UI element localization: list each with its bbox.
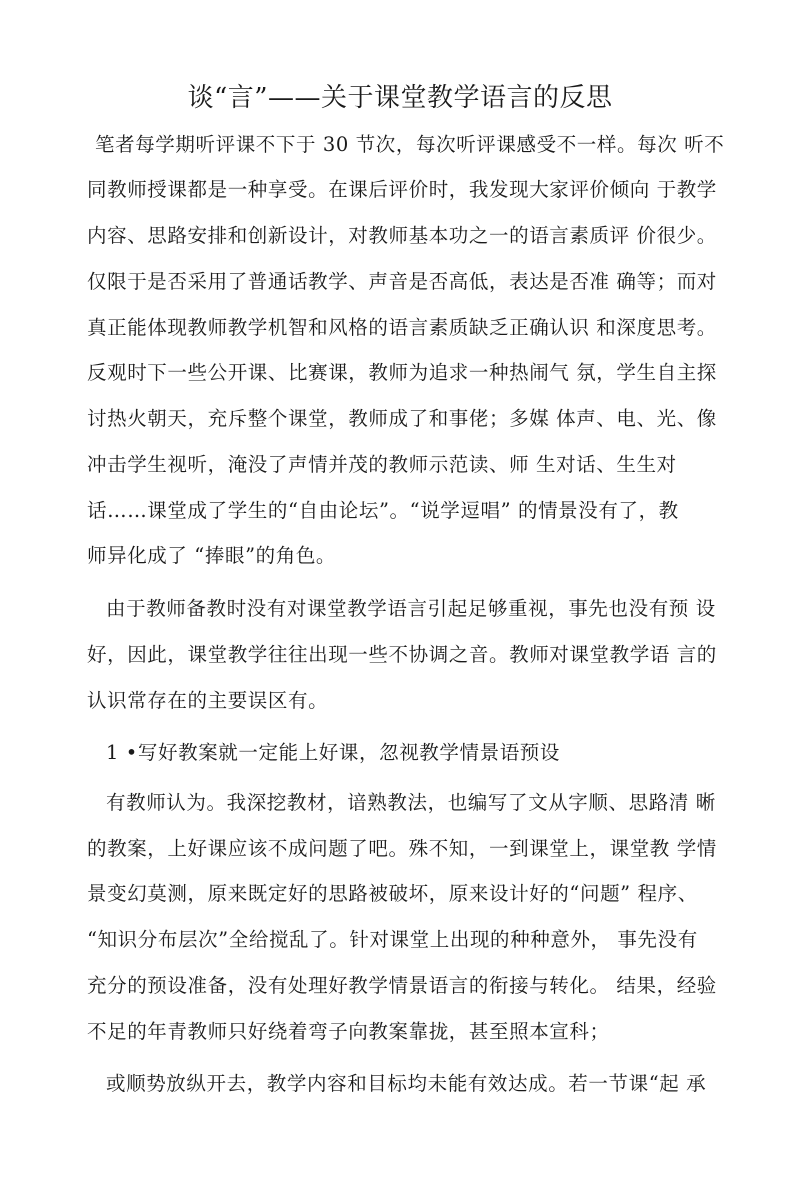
paragraph-line: 笔者每学期听评课不下于 30 节次，每次听评课感受不一样。每次 听不	[95, 133, 725, 156]
paragraph-line: 讨热火朝天，充斥整个课堂，教师成了和事佬；多媒 体声、电、光、像	[87, 407, 717, 430]
paragraph-line: 由于教师备教时没有对课堂教学语言引起足够重视，事先也没有预 设	[106, 597, 716, 620]
paragraph-line: 或顺势放纵开去，教学内容和目标均未能有效达成。若一节课“起 承	[106, 1072, 707, 1095]
paragraph-line: 师异化成了 “捧眼”的角色。	[87, 544, 337, 567]
paragraph-line: 不足的年青教师只好绕着弯子向教案靠拢，甚至照本宣科；	[87, 1020, 610, 1043]
page-title: 谈“言”——关于课堂教学语言的反思	[187, 83, 613, 113]
paragraph-line: 同教师授课都是一种享受。在课后评价时，我发现大家评价倾向 于教学	[87, 178, 717, 201]
paragraph-line: 内容、思路安排和创新设计，对教师基本功之一的语言素质评 价很少。	[87, 224, 717, 247]
paragraph-line: 话……课堂成了学生的“自由论坛”。“说学逗唱” 的情景没有了，教	[87, 499, 679, 522]
section-heading: 1 •写好教案就一定能上好课，忽视教学情景语预设	[106, 741, 561, 764]
paragraph-line: “知识分布层次”全给搅乱了。针对课堂上出现的种种意外， 事先没有	[87, 928, 698, 951]
paragraph-line: 的教案，上好课应该不成问题了吧。殊不知，一到课堂上，课堂教 学情	[87, 837, 717, 860]
paragraph-line: 仅限于是否采用了普通话教学、声音是否高低，表达是否准 确等；而对	[87, 270, 717, 293]
paragraph-line: 景变幻莫测，原来既定好的思路被破坏，原来设计好的“问题” 程序、	[87, 882, 698, 905]
paragraph-line: 认识常存在的主要误区有。	[87, 689, 329, 712]
paragraph-line: 真正能体现教师教学机智和风格的语言素质缺乏正确认识 和深度思考。	[87, 316, 717, 339]
paragraph-line: 好，因此，课堂教学往往出现一些不协调之音。教师对课堂教学语 言的	[87, 643, 717, 666]
paragraph-line: 有教师认为。我深挖教材，谙熟教法，也编写了文从字顺、思路清 晰	[106, 791, 716, 814]
paragraph-line: 冲击学生视听，淹没了声情并茂的教师示范读、师 生对话、生生对	[87, 453, 677, 476]
paragraph-line: 反观时下一些公开课、比赛课，教师为追求一种热闹气 氛，学生自主探	[87, 361, 717, 384]
paragraph-line: 充分的预设准备，没有处理好教学情景语言的衔接与转化。 结果，经验	[87, 974, 717, 997]
